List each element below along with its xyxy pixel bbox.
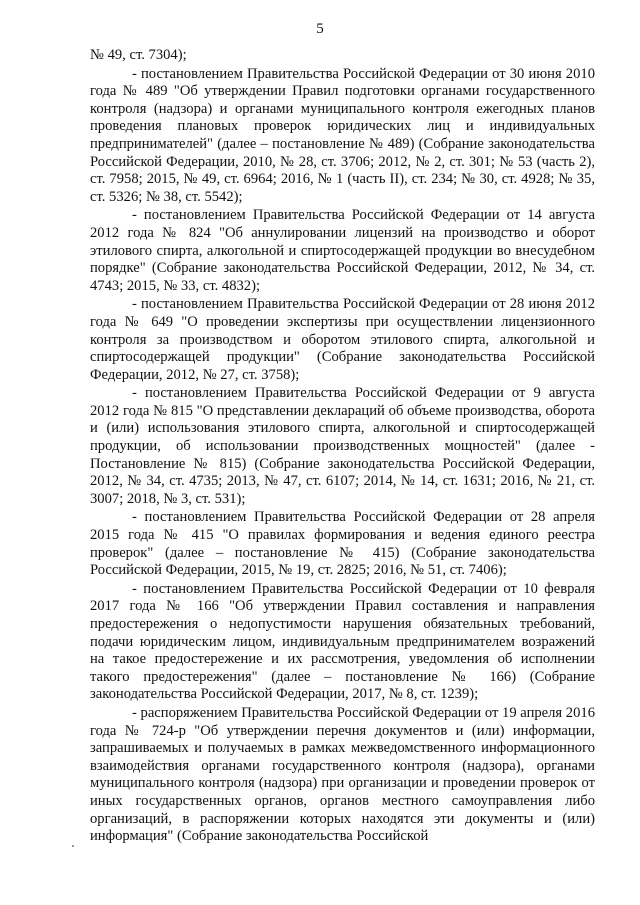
paragraph-resolution-649: - постановлением Правительства Российской Федерации от 28 июня 2012 года № 649 "О проведении экспертизы при осуществлении лицензионного контроля за производством и оборотом этилового спирта, алкогольной и спиртосодержащей продукции" (Собрание законодательства Российской Федерации, 2012, № 27, ст. 3758); <box>90 296 595 383</box>
paragraph-resolution-166: - постановлением Правительства Российской Федерации от 10 февраля 2017 года № 166 "Об утверждении Правил составления и направления предостережения о недопустимости нарушения обязательных требований, подачи юридическим лицом, индивидуальным предпринимателем возражений на такое предостережение и их рассмотрения, уведомления об исполнении такого предостережения" (далее – постановление № 166) (Собрание законодательства Российской Федерации, 2017, № 8, ст. 1239); <box>90 580 595 703</box>
paragraph-resolution-824: - постановлением Правительства Российской Федерации от 14 августа 2012 года № 824 "Об аннулировании лицензий на производство и оборот этилового спирта, алкогольной и спиртосодержащей продукции во внесудебном порядке" (Собрание законодательства Российской Федерации, 2012, № 34, ст. 4743; 2015, № 33, ст. 4832); <box>90 207 595 294</box>
paragraph-order-724r: - распоряжением Правительства Российской Федерации от 19 апреля 2016 года № 724-р "Об утверждении перечня документов и (или) информации, запрашиваемых и получаемых в рамках межведомственного информационного взаимодействия органами государственного контроля (надзора), органами муниципального контроля (надзора) при организации и проведении проверок от иных государственных органов, органов местного самоуправления либо организаций, в распоряжении которых находятся эти документы и (или) информация" (Собрание законодательства Российской <box>90 704 595 845</box>
continued-reference-line: № 49, ст. 7304); <box>90 47 187 63</box>
paragraph-resolution-415: - постановлением Правительства Российской Федерации от 28 апреля 2015 года № 415 "О правилах формирования и ведения единого реестра проверок" (далее – постановление № 415) (Собрание законодательства Российской Федерации, 2015, № 19, ст. 2825; 2016, № 51, ст. 7406); <box>90 509 595 579</box>
document-body <box>90 47 595 846</box>
page-number: 5 <box>316 21 324 37</box>
paragraph-resolution-815: - постановлением Правительства Российской Федерации от 9 августа 2012 года № 815 "О представлении деклараций об объеме производства, оборота и (или) использования этилового спирта, алкогольной и спиртосодержащей продукции, об использовании производственных мощностей" (далее - Постановление № 815) (Собрание законодательства Российской Федерации, 2012, № 34, ст. 4735; 2013, № 47, ст. 6107; 2014, № 14, ст. 1631; 2016, № 21, ст. 3007; 2018, № 3, ст. 531); <box>90 385 595 507</box>
scan-artifact-dot <box>72 845 74 847</box>
paragraph-resolution-489: - постановлением Правительства Российской Федерации от 30 июня 2010 года № 489 "Об утверждении Правил подготовки органами государственного контроля (надзора) и органами муниципального контроля ежегодных планов проведения плановых проверок юридических лиц и индивидуальных предпринимателей" (далее – постановление № 489) (Собрание законодательства Российской Федерации, 2010, № 28, ст. 3706; 2012, № 2, ст. 301; № 53 (часть 2), ст. 7958; 2015, № 49, ст. 6964; 2016, № 1 (часть II), ст. 234; № 30, ст. 4928; № 35, ст. 5326; № 38, ст. 5542); <box>90 65 595 205</box>
